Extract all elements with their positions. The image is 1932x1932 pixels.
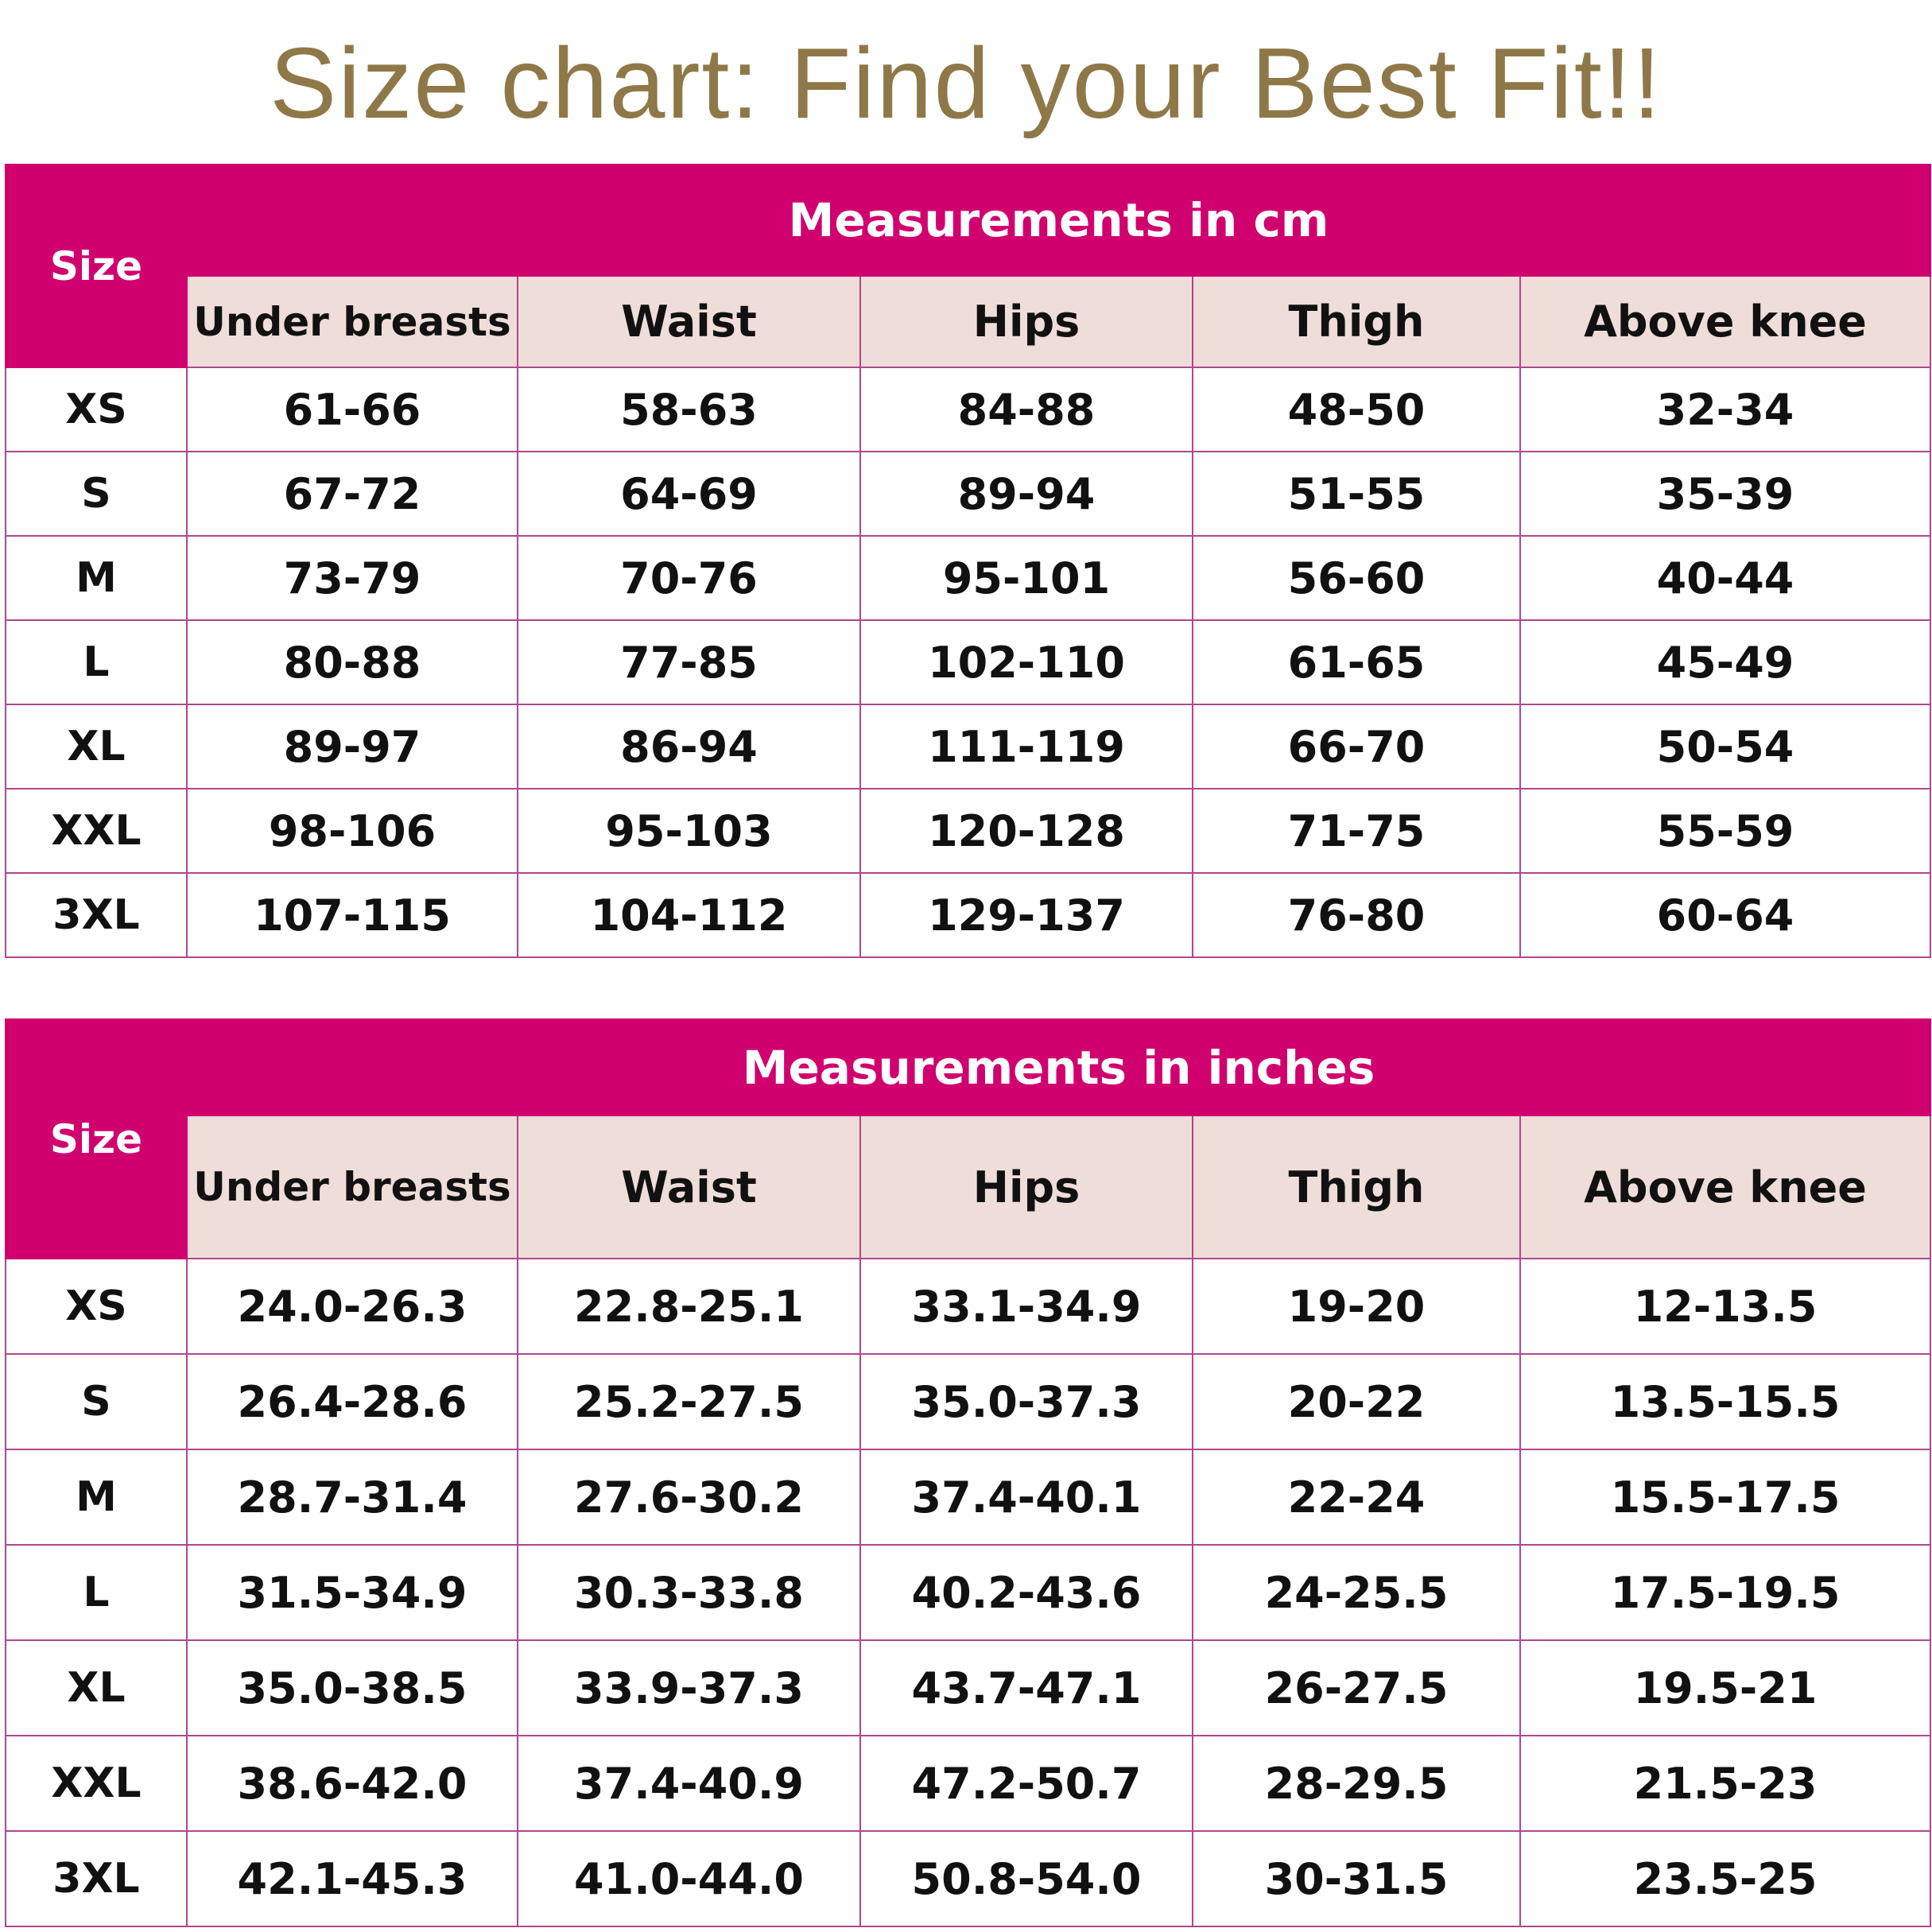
measurement-cell: 60-64 (1520, 873, 1930, 957)
table-row (6, 1259, 1930, 1354)
measurement-cell: 40-44 (1520, 536, 1930, 620)
measurement-cell: 24.0-26.3 (187, 1259, 518, 1354)
table-row (6, 536, 1930, 620)
column-header: Waist (518, 276, 860, 367)
measurement-cell: 12-13.5 (1520, 1259, 1930, 1354)
measurement-cell: 55-59 (1520, 789, 1930, 873)
measurement-cell: 89-97 (187, 704, 518, 789)
size-label-cell: XXL (6, 789, 187, 873)
measurements-group-header: Measurements in cm (187, 165, 1930, 276)
measurement-cell: 25.2-27.5 (518, 1354, 860, 1449)
measurement-cell: 50-54 (1520, 704, 1930, 789)
measurement-cell: 61-65 (1193, 620, 1520, 704)
page-title: Size chart: Find your Best Fit!! (270, 27, 1662, 139)
measurement-cell: 120-128 (860, 789, 1193, 873)
measurement-cell: 51-55 (1193, 452, 1520, 536)
size-label-cell: M (6, 536, 187, 620)
measurement-cell: 50.8-54.0 (860, 1831, 1193, 1926)
size-label-cell: 3XL (6, 1831, 187, 1926)
measurement-cell: 102-110 (860, 620, 1193, 704)
table-row (6, 1354, 1930, 1449)
column-header: Above knee (1520, 276, 1930, 367)
measurement-cell: 19.5-21 (1520, 1640, 1930, 1736)
measurement-cell: 32-34 (1520, 367, 1930, 452)
measurement-cell: 26-27.5 (1193, 1640, 1520, 1736)
size-table-cm (5, 164, 1931, 958)
measurement-cell: 47.2-50.7 (860, 1736, 1193, 1831)
measurement-cell: 77-85 (518, 620, 860, 704)
size-label-cell: XS (6, 367, 187, 452)
size-label-cell: L (6, 1545, 187, 1640)
measurement-cell: 37.4-40.9 (518, 1736, 860, 1831)
measurements-group-header: Measurements in inches (187, 1019, 1930, 1115)
table-row (6, 367, 1930, 452)
table-row (6, 1831, 1930, 1926)
table-row (6, 1736, 1930, 1831)
column-header: Waist (518, 1115, 860, 1259)
measurement-cell: 19-20 (1193, 1259, 1520, 1354)
size-label-cell: 3XL (6, 873, 187, 957)
measurement-cell: 43.7-47.1 (860, 1640, 1193, 1736)
size-column-header: Size (6, 165, 187, 367)
size-label-cell: L (6, 620, 187, 704)
measurement-cell: 84-88 (860, 367, 1193, 452)
table-row (6, 452, 1930, 536)
measurement-cell: 37.4-40.1 (860, 1449, 1193, 1545)
measurement-cell: 95-103 (518, 789, 860, 873)
size-column-header: Size (6, 1019, 187, 1259)
table-row (6, 1545, 1930, 1640)
measurement-cell: 86-94 (518, 704, 860, 789)
measurement-cell: 67-72 (187, 452, 518, 536)
measurement-cell: 71-75 (1193, 789, 1520, 873)
measurement-cell: 15.5-17.5 (1520, 1449, 1930, 1545)
column-header: Under breasts (187, 1115, 518, 1259)
measurement-cell: 17.5-19.5 (1520, 1545, 1930, 1640)
measurement-cell: 41.0-44.0 (518, 1831, 860, 1926)
measurement-cell: 33.9-37.3 (518, 1640, 860, 1736)
measurement-cell: 30.3-33.8 (518, 1545, 860, 1640)
table-row (6, 873, 1930, 957)
measurement-cell: 20-22 (1193, 1354, 1520, 1449)
measurement-cell: 61-66 (187, 367, 518, 452)
measurement-cell: 42.1-45.3 (187, 1831, 518, 1926)
table-header-row (6, 1019, 1930, 1115)
column-header: Thigh (1193, 1115, 1520, 1259)
measurement-cell: 13.5-15.5 (1520, 1354, 1930, 1449)
size-label-cell: S (6, 1354, 187, 1449)
column-header-row (6, 1115, 1930, 1259)
column-header: Under breasts (187, 276, 518, 367)
measurement-cell: 30-31.5 (1193, 1831, 1520, 1926)
measurement-cell: 95-101 (860, 536, 1193, 620)
size-label-cell: S (6, 452, 187, 536)
measurement-cell: 28-29.5 (1193, 1736, 1520, 1831)
measurement-cell: 64-69 (518, 452, 860, 536)
measurement-cell: 28.7-31.4 (187, 1449, 518, 1545)
measurement-cell: 98-106 (187, 789, 518, 873)
size-label-cell: XL (6, 704, 187, 789)
column-header: Above knee (1520, 1115, 1930, 1259)
measurement-cell: 21.5-23 (1520, 1736, 1930, 1831)
table-row (6, 704, 1930, 789)
column-header: Hips (860, 276, 1193, 367)
measurement-cell: 38.6-42.0 (187, 1736, 518, 1831)
measurement-cell: 35.0-38.5 (187, 1640, 518, 1736)
measurement-cell: 26.4-28.6 (187, 1354, 518, 1449)
table-header-row (6, 165, 1930, 276)
table-row (6, 620, 1930, 704)
measurement-cell: 22-24 (1193, 1449, 1520, 1545)
measurement-cell: 76-80 (1193, 873, 1520, 957)
size-label-cell: XS (6, 1259, 187, 1354)
measurement-cell: 129-137 (860, 873, 1193, 957)
measurement-cell: 27.6-30.2 (518, 1449, 860, 1545)
table-row (6, 1449, 1930, 1545)
measurement-cell: 35.0-37.3 (860, 1354, 1193, 1449)
measurement-cell: 33.1-34.9 (860, 1259, 1193, 1354)
measurement-cell: 48-50 (1193, 367, 1520, 452)
table-row (6, 1640, 1930, 1736)
measurement-cell: 73-79 (187, 536, 518, 620)
size-label-cell: XXL (6, 1736, 187, 1831)
measurement-cell: 45-49 (1520, 620, 1930, 704)
measurement-cell: 22.8-25.1 (518, 1259, 860, 1354)
measurement-cell: 80-88 (187, 620, 518, 704)
column-header: Thigh (1193, 276, 1520, 367)
column-header: Hips (860, 1115, 1193, 1259)
size-table-inches (5, 1018, 1931, 1927)
measurement-cell: 70-76 (518, 536, 860, 620)
column-header-row (6, 276, 1930, 367)
measurement-cell: 24-25.5 (1193, 1545, 1520, 1640)
measurement-cell: 31.5-34.9 (187, 1545, 518, 1640)
measurement-cell: 35-39 (1520, 452, 1930, 536)
measurement-cell: 66-70 (1193, 704, 1520, 789)
measurement-cell: 56-60 (1193, 536, 1520, 620)
measurement-cell: 111-119 (860, 704, 1193, 789)
measurement-cell: 107-115 (187, 873, 518, 957)
measurement-cell: 104-112 (518, 873, 860, 957)
measurement-cell: 58-63 (518, 367, 860, 452)
size-label-cell: M (6, 1449, 187, 1545)
size-label-cell: XL (6, 1640, 187, 1736)
measurement-cell: 40.2-43.6 (860, 1545, 1193, 1640)
measurement-cell: 89-94 (860, 452, 1193, 536)
measurement-cell: 23.5-25 (1520, 1831, 1930, 1926)
table-row (6, 789, 1930, 873)
